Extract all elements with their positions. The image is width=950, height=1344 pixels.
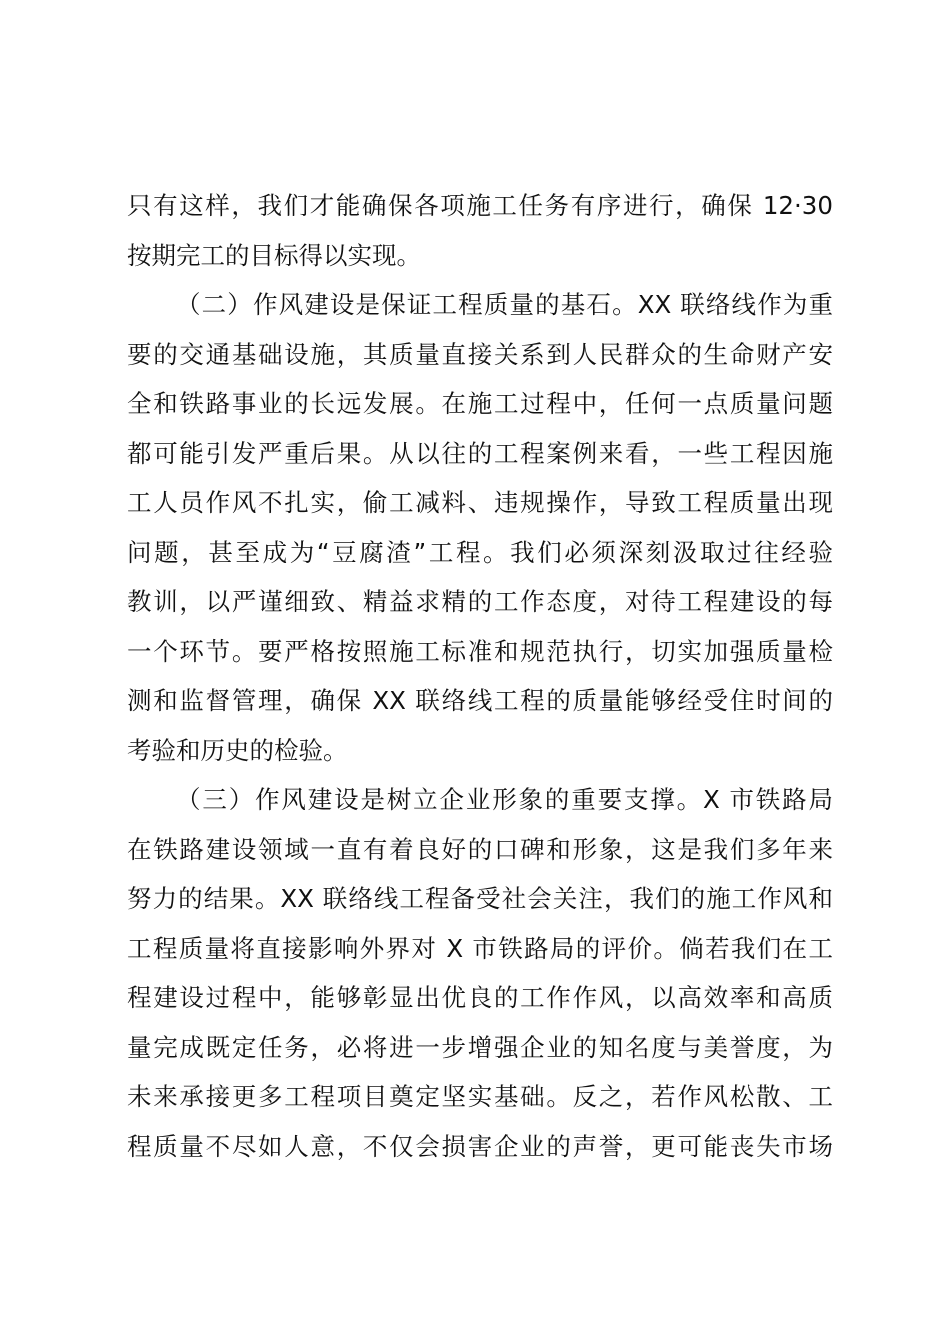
text-line: 测和监督管理，确保 XX 联络线工程的质量能够经受住时间的 xyxy=(127,686,833,715)
text-line: 努力的结果。XX 联络线工程备受社会关注，我们的施工作风和 xyxy=(127,884,833,913)
text-line: （二）作风建设是保证工程质量的基石。XX 联络线作为重 xyxy=(176,290,833,319)
text-line: 考验和历史的检验。 xyxy=(127,735,348,765)
text-line: 工程质量将直接影响外界对 X 市铁路局的评价。倘若我们在工 xyxy=(127,933,833,963)
text-line: 都可能引发严重后果。从以往的工程案例来看，一些工程因施 xyxy=(127,438,833,468)
text-line: （三）作风建设是树立企业形象的重要支撑。X 市铁路局 xyxy=(176,785,833,814)
text-line: 要的交通基础设施，其质量直接关系到人民群众的生命财产安 xyxy=(127,339,833,369)
text-line: 程质量不尽如人意，不仅会损害企业的声誉，更可能丧失市场 xyxy=(127,1131,833,1161)
text-line: 教训，以严谨细致、精益求精的工作态度，对待工程建设的每 xyxy=(127,587,833,616)
text-line: 在铁路建设领域一直有着良好的口碑和形象，这是我们多年来 xyxy=(127,834,833,864)
text-line: 按期完工的目标得以实现。 xyxy=(127,240,421,270)
text-line: 未来承接更多工程项目奠定坚实基础。反之，若作风松散、工 xyxy=(127,1082,833,1111)
text-line: 程建设过程中，能够彰显出优良的工作作风，以高效率和高质 xyxy=(127,983,833,1012)
body-text xyxy=(127,181,833,1171)
text-line: 量完成既定任务，必将进一步增强企业的知名度与美誉度，为 xyxy=(127,1032,833,1062)
text-line: 全和铁路事业的长远发展。在施工过程中，任何一点质量问题 xyxy=(127,389,833,418)
text-line: 只有这样，我们才能确保各项施工任务有序进行，确保 12·30 xyxy=(127,191,833,220)
text-line: 工人员作风不扎实，偷工减料、违规操作，导致工程质量出现 xyxy=(127,488,833,517)
text-line: 一个环节。要严格按照施工标准和规范执行，切实加强质量检 xyxy=(127,636,833,666)
text-line: 问题，甚至成为“豆腐渣”工程。我们必须深刻汲取过往经验 xyxy=(127,537,833,567)
